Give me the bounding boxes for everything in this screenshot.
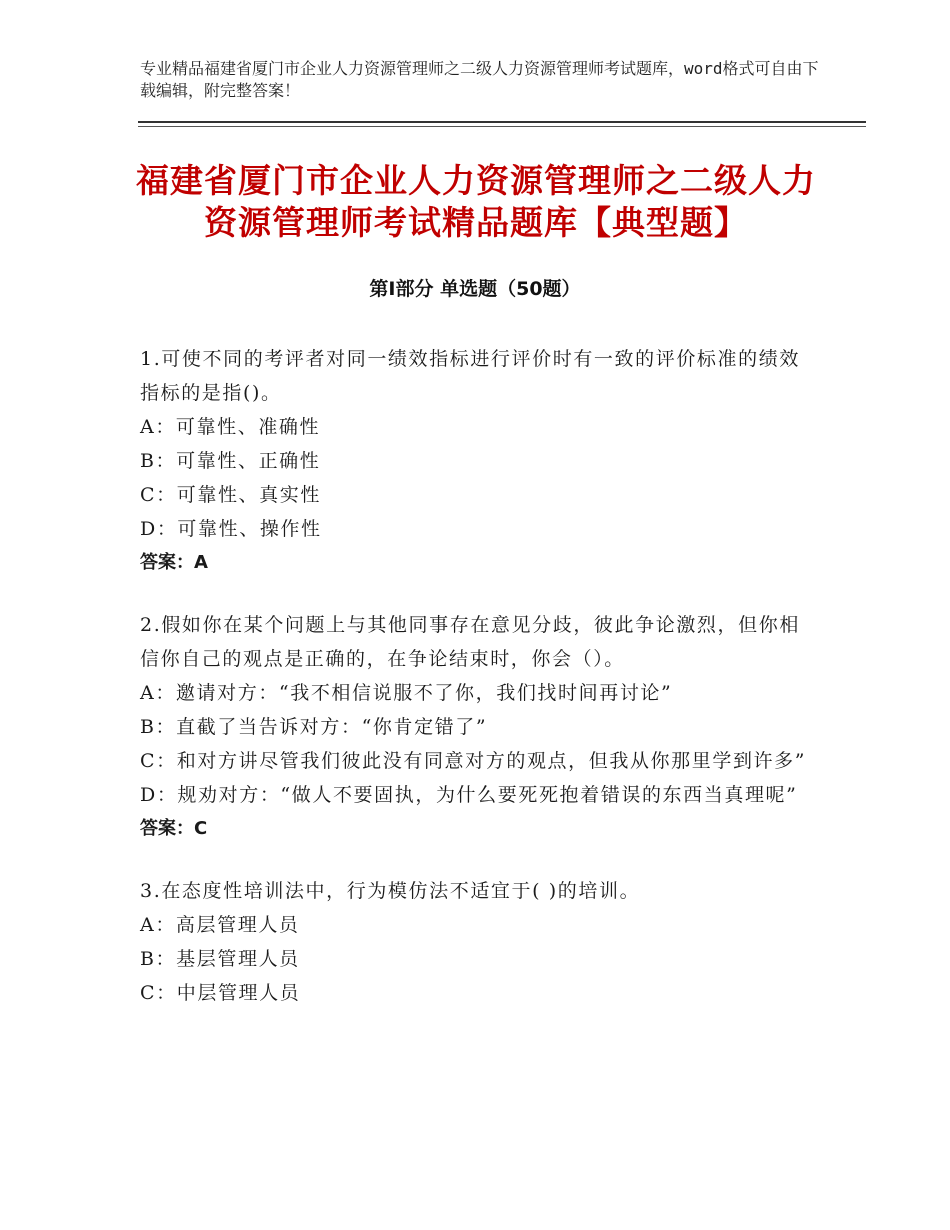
question-text: 1.可使不同的考评者对同一绩效指标进行评价时有一致的评价标准的绩效指标的是指()。 [140, 348, 800, 404]
section-title: 第Ⅰ部分 单选题（50题） [369, 278, 581, 300]
header-rule-thick [138, 121, 866, 123]
option-c: C：中层管理人员 [140, 982, 301, 1004]
option-b: B：基层管理人员 [140, 948, 300, 970]
answer: 答案：C [140, 818, 208, 839]
option-a: A：邀请对方：“我不相信说服不了你，我们找时间再讨论” [140, 682, 673, 704]
option-a: A：可靠性、准确性 [140, 416, 321, 438]
option-b: B：直截了当告诉对方：“你肯定错了” [140, 716, 488, 738]
header-note: 专业精品福建省厦门市企业人力资源管理师之二级人力资源管理师考试题库，word格式可自由下载编辑，附完整答案！ [140, 59, 819, 100]
question-text: 2.假如你在某个问题上与其他同事存在意见分歧，彼此争论激烈，但你相信你自己的观点是正确的，在争论结束时，你会（）。 [140, 614, 800, 670]
question-list [140, 342, 820, 1038]
option-a: A：高层管理人员 [140, 914, 300, 936]
option-c: C：和对方讲尽管我们彼此没有同意对方的观点，但我从你那里学到许多” [140, 750, 807, 772]
header-rule-thin [138, 126, 866, 127]
question-3 [140, 874, 820, 1010]
question-1 [140, 342, 820, 580]
answer: 答案：A [140, 552, 208, 573]
question-2 [140, 608, 820, 846]
question-text: 3.在态度性培训法中，行为模仿法不适宜于( )的培训。 [140, 880, 641, 902]
document-title: 福建省厦门市企业人力资源管理师之二级人力资源管理师考试精品题库【典型题】 [136, 161, 816, 242]
option-c: C：可靠性、真实性 [140, 484, 321, 506]
option-d: D：规劝对方：“做人不要固执，为什么要死死抱着错误的东西当真理呢” [140, 784, 798, 806]
option-d: D：可靠性、操作性 [140, 518, 322, 540]
option-b: B：可靠性、正确性 [140, 450, 321, 472]
